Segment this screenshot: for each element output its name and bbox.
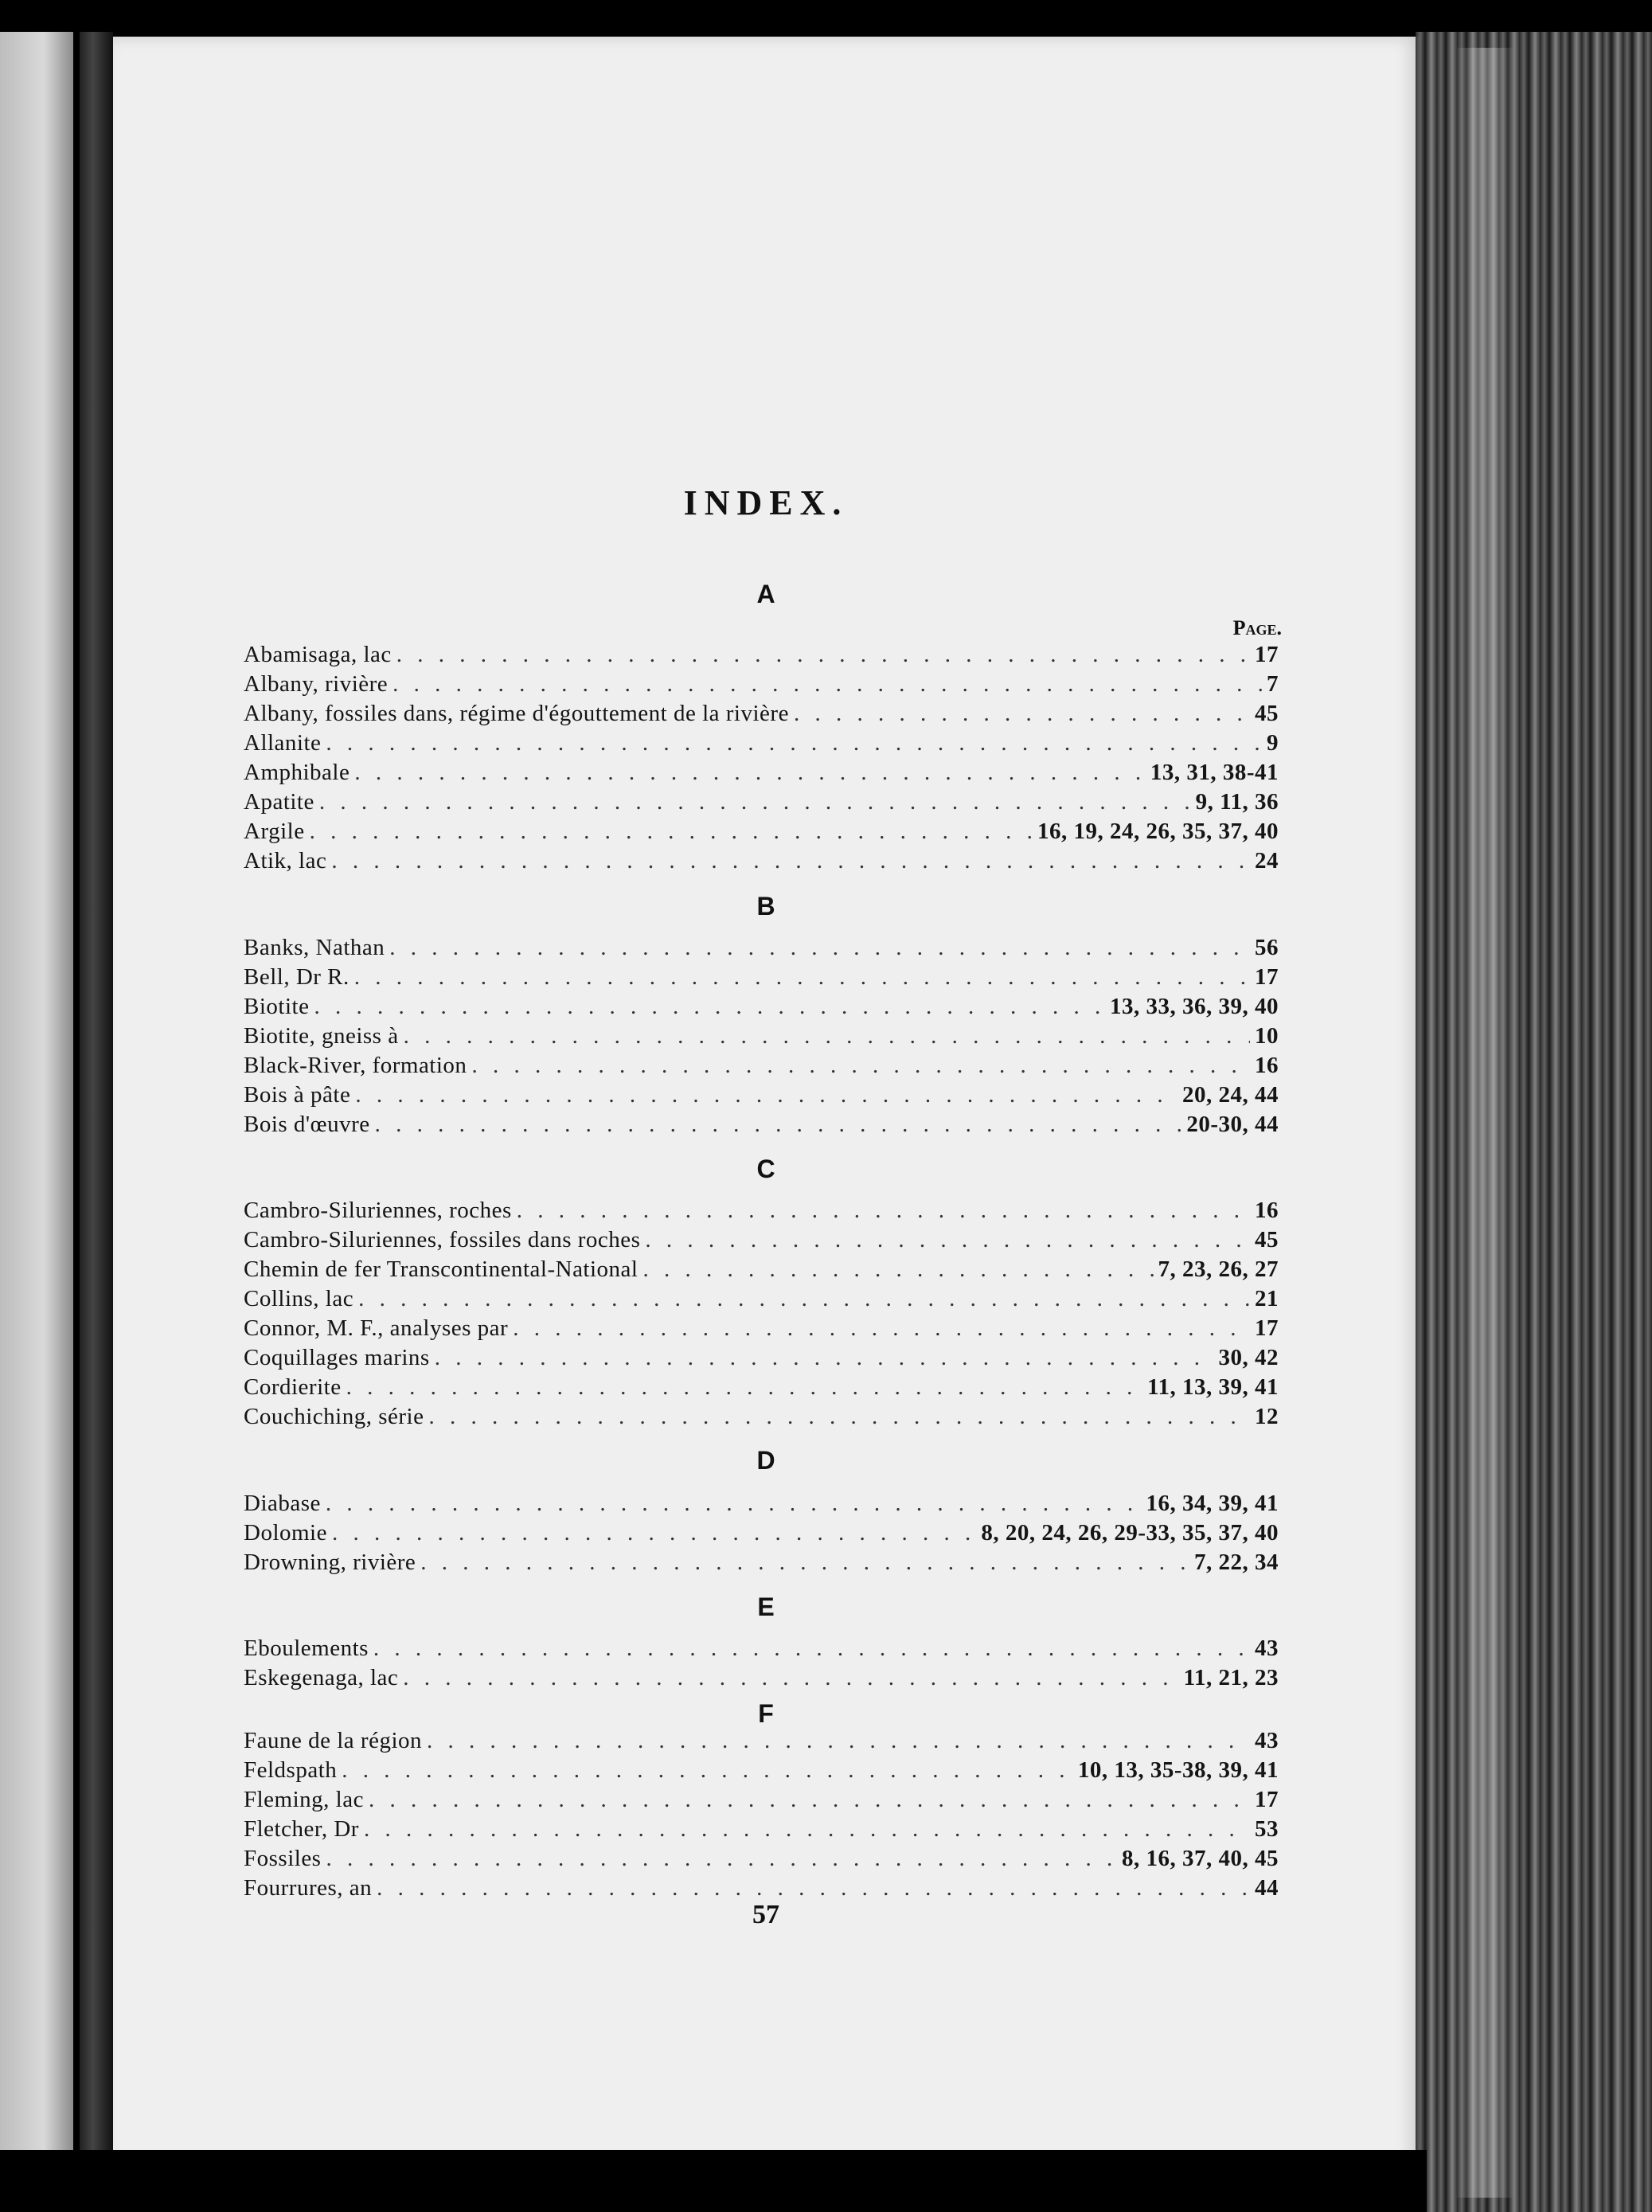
dot-leader (326, 1846, 1117, 1872)
entry-name: Couchiching, série (244, 1404, 424, 1429)
entry-name: Fleming, lac (244, 1787, 364, 1812)
entry-name: Albany, fossiles dans, régime d'égouttement de la rivière (244, 701, 789, 726)
page-number: 57 (752, 1900, 779, 1929)
dot-leader (794, 701, 1250, 727)
entry-pages: 24 (1255, 848, 1279, 873)
entry-pages: 7, 22, 34 (1194, 1550, 1279, 1575)
index-title: INDEX. (683, 483, 849, 522)
section-letter-c: C (756, 1155, 775, 1183)
index-entry (244, 1846, 1279, 1874)
dot-leader (404, 1023, 1250, 1049)
entry-pages: 20, 24, 44 (1182, 1082, 1279, 1108)
entry-name: Diabase (244, 1491, 321, 1516)
entry-name: Fossiles (244, 1846, 322, 1871)
dot-leader (513, 1315, 1250, 1342)
index-entry (244, 1082, 1279, 1111)
index-entry (244, 1787, 1279, 1815)
entry-pages: 17 (1255, 1315, 1279, 1341)
entry-pages: 9, 11, 36 (1195, 789, 1279, 815)
index-entry (244, 848, 1279, 877)
entry-pages: 11, 13, 39, 41 (1147, 1374, 1279, 1400)
entry-pages: 43 (1255, 1636, 1279, 1661)
index-entry (244, 1286, 1279, 1315)
entry-name: Biotite, gneiss à (244, 1023, 399, 1049)
entry-name: Drowning, rivière (244, 1550, 416, 1575)
entry-pages: 8, 16, 37, 40, 45 (1122, 1846, 1279, 1871)
entry-name: Eskegenaga, lac (244, 1665, 399, 1690)
entry-name: Allanite (244, 730, 322, 756)
entry-pages: 17 (1255, 1787, 1279, 1812)
entry-pages: 9 (1267, 730, 1279, 756)
index-entry (244, 1112, 1279, 1140)
entry-name: Cordierite (244, 1374, 342, 1400)
index-entry (244, 1728, 1279, 1757)
index-entry (244, 964, 1279, 993)
dot-leader (342, 1757, 1073, 1784)
entry-pages: 53 (1255, 1816, 1279, 1842)
dot-leader (358, 1286, 1250, 1312)
entry-name: Atik, lac (244, 848, 327, 873)
entry-pages: 17 (1255, 642, 1279, 667)
index-entry (244, 1757, 1279, 1786)
entry-pages: 7, 23, 26, 27 (1158, 1256, 1279, 1282)
dot-leader (396, 642, 1250, 668)
dot-leader (354, 760, 1145, 786)
index-entry (244, 701, 1279, 729)
entry-pages: 17 (1255, 964, 1279, 990)
entry-name: Banks, Nathan (244, 935, 385, 960)
dot-leader (326, 730, 1262, 756)
dot-leader (314, 994, 1105, 1020)
entry-name: Black-River, formation (244, 1053, 467, 1078)
section-letter-e: E (757, 1593, 775, 1621)
dot-leader (435, 1345, 1214, 1371)
entry-pages: 20-30, 44 (1186, 1112, 1279, 1137)
dot-leader (319, 789, 1191, 815)
index-entry (244, 1665, 1279, 1694)
entry-pages: 8, 20, 24, 26, 29-33, 35, 37, 40 (981, 1520, 1279, 1546)
scan-border (73, 2150, 1427, 2212)
dot-leader (427, 1728, 1250, 1754)
page-column-header: Page. (1232, 616, 1282, 639)
entry-name: Apatite (244, 789, 314, 815)
entry-name: Feldspath (244, 1757, 338, 1783)
entry-pages: 56 (1255, 935, 1279, 960)
index-entry (244, 1520, 1279, 1549)
entry-pages: 7 (1267, 671, 1279, 697)
dot-leader (471, 1053, 1250, 1079)
dot-leader (645, 1227, 1250, 1253)
entry-pages: 16 (1255, 1198, 1279, 1223)
index-entry (244, 789, 1279, 818)
section-letter-a: A (756, 580, 775, 608)
dot-leader (517, 1198, 1250, 1224)
dot-leader (642, 1256, 1153, 1283)
section-letter-f: F (758, 1699, 774, 1728)
index-entry (244, 1198, 1279, 1226)
entry-name: Bell, Dr R. (244, 964, 350, 990)
index-entry (244, 1816, 1279, 1845)
dot-leader (332, 1520, 976, 1546)
index-entry (244, 819, 1279, 847)
binding-highlight (1457, 48, 1513, 2198)
entry-name: Cambro-Siluriennes, roches (244, 1198, 512, 1223)
entry-pages: 12 (1255, 1404, 1279, 1429)
dot-leader (403, 1665, 1178, 1691)
index-entry (244, 1023, 1279, 1052)
entry-pages: 10, 13, 35-38, 39, 41 (1077, 1757, 1279, 1783)
entry-name: Biotite (244, 994, 310, 1019)
index-entry (244, 1374, 1279, 1403)
entry-pages: 30, 42 (1218, 1345, 1279, 1370)
entry-name: Abamisaga, lac (244, 642, 392, 667)
entry-pages: 11, 21, 23 (1183, 1665, 1279, 1690)
entry-name: Fletcher, Dr (244, 1816, 359, 1842)
dot-leader (389, 935, 1250, 961)
book-binding (1416, 32, 1652, 2212)
index-entry (244, 1227, 1279, 1256)
entry-name: Collins, lac (244, 1286, 354, 1311)
entry-pages: 44 (1255, 1875, 1279, 1901)
index-entry (244, 1636, 1279, 1664)
entry-name: Eboulements (244, 1636, 369, 1661)
dot-leader (369, 1787, 1250, 1813)
dot-leader (420, 1550, 1189, 1576)
entry-pages: 16, 34, 39, 41 (1146, 1491, 1279, 1516)
entry-pages: 16, 19, 24, 26, 35, 37, 40 (1037, 819, 1279, 844)
entry-name: Fourrures, an (244, 1875, 373, 1901)
entry-name: Bois à pâte (244, 1082, 351, 1108)
entry-name: Cambro-Siluriennes, fossiles dans roches (244, 1227, 641, 1253)
index-entry (244, 642, 1279, 670)
index-entry (244, 1315, 1279, 1344)
section-letter-b: B (756, 892, 775, 920)
entry-name: Connor, M. F., analyses par (244, 1315, 509, 1341)
entry-pages: 13, 33, 36, 39, 40 (1110, 994, 1279, 1019)
dot-leader (326, 1491, 1142, 1517)
index-entry (244, 1550, 1279, 1578)
entry-name: Amphibale (244, 760, 350, 785)
dot-leader (373, 1636, 1250, 1662)
entry-pages: 16 (1255, 1053, 1279, 1078)
entry-name: Dolomie (244, 1520, 327, 1546)
index-page (113, 37, 1419, 2171)
entry-name: Albany, rivière (244, 671, 389, 697)
dot-leader (354, 964, 1250, 991)
index-entry (244, 760, 1279, 788)
dot-leader (355, 1082, 1177, 1108)
entry-name: Coquillages marins (244, 1345, 430, 1370)
section-letter-d: D (756, 1446, 775, 1475)
dot-leader (346, 1374, 1143, 1401)
facing-page-edge (0, 32, 73, 2150)
index-entry (244, 730, 1279, 759)
entry-name: Faune de la région (244, 1728, 423, 1753)
index-entry (244, 1053, 1279, 1081)
entry-pages: 43 (1255, 1728, 1279, 1753)
dot-leader (375, 1112, 1182, 1138)
dot-leader (428, 1404, 1250, 1430)
index-entry (244, 935, 1279, 963)
index-entry (244, 994, 1279, 1022)
entry-pages: 45 (1255, 1227, 1279, 1253)
entry-name: Bois d'œuvre (244, 1112, 370, 1137)
entry-name: Argile (244, 819, 305, 844)
index-entry (244, 671, 1279, 700)
index-entry (244, 1491, 1279, 1519)
entry-pages: 10 (1255, 1023, 1279, 1049)
entry-pages: 45 (1255, 701, 1279, 726)
entry-pages: 21 (1255, 1286, 1279, 1311)
entry-pages: 13, 31, 38-41 (1150, 760, 1279, 785)
book-gutter (80, 32, 113, 2182)
index-entry (244, 1256, 1279, 1285)
index-entry (244, 1404, 1279, 1432)
dot-leader (331, 848, 1250, 874)
dot-leader (364, 1816, 1250, 1843)
dot-leader (377, 1875, 1250, 1901)
entry-name: Chemin de fer Transcontinental-National (244, 1256, 639, 1282)
index-entry (244, 1345, 1279, 1374)
dot-leader (310, 819, 1033, 845)
dot-leader (392, 671, 1262, 698)
